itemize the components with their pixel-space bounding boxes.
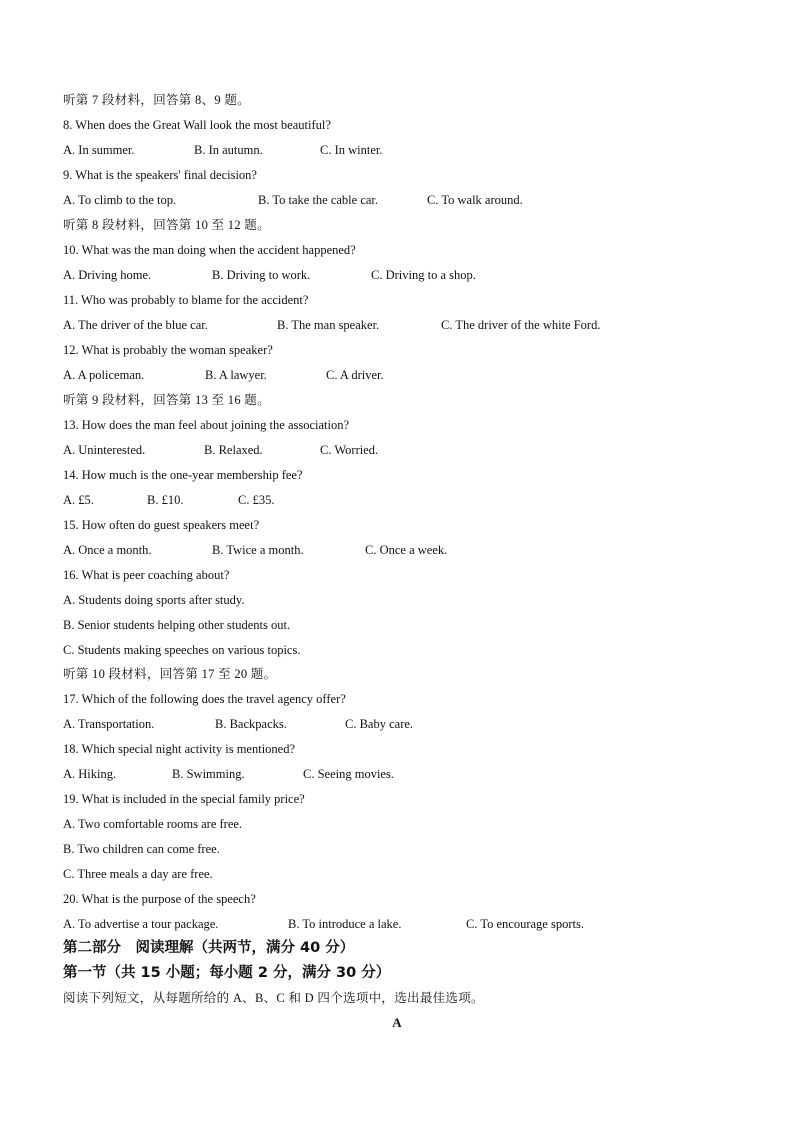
- option-b: B. To introduce a lake.: [288, 917, 402, 931]
- option-a: A. £5.: [63, 493, 94, 507]
- question-stem: 15. How often do guest speakers meet?: [63, 518, 260, 532]
- option-a: A. To advertise a tour package.: [63, 917, 219, 931]
- option-c: C. To encourage sports.: [466, 917, 584, 931]
- question-stem: 12. What is probably the woman speaker?: [63, 343, 273, 357]
- question-stem: 20. What is the purpose of the speech?: [63, 892, 256, 906]
- option-c: C. The driver of the white Ford.: [441, 318, 601, 332]
- option-b: B. Two children can come free.: [63, 842, 220, 856]
- question-stem: 13. How does the man feel about joining the association?: [63, 418, 350, 432]
- option-a: A. Two comfortable rooms are free.: [63, 817, 243, 831]
- option-b: B. Backpacks.: [215, 717, 287, 731]
- option-b: B. In autumn.: [194, 143, 263, 157]
- option-a: A. A policeman.: [63, 368, 145, 382]
- instruction-text: 阅读下列短文，从每题所给的 A、B、C 和 D 四个选项中，选出最佳选项。: [63, 991, 484, 1005]
- section-title: 第一节（共 15 小题；每小题 2 分，满分 30 分）: [63, 965, 391, 981]
- question-stem: 17. Which of the following does the travel agency offer?: [63, 692, 346, 706]
- option-c: C. Worried.: [320, 443, 379, 457]
- option-c: C. A driver.: [326, 368, 384, 382]
- passage-label: A: [392, 1015, 402, 1030]
- question-stem: 18. Which special night activity is mentioned?: [63, 742, 296, 756]
- option-c: C. Baby care.: [345, 717, 414, 731]
- option-b: B. Swimming.: [172, 767, 245, 781]
- option-c: C. Once a week.: [365, 543, 448, 557]
- option-a: A. In summer.: [63, 143, 135, 157]
- option-b: B. Senior students helping other students out.: [63, 618, 291, 632]
- question-stem: 11. Who was probably to blame for the accident?: [63, 293, 309, 307]
- option-b: B. Relaxed.: [204, 443, 263, 457]
- question-stem: 9. What is the speakers' final decision?: [63, 168, 257, 182]
- question-stem: 19. What is included in the special family price?: [63, 792, 305, 806]
- option-a: A. Driving home.: [63, 268, 152, 282]
- option-a: A. Uninterested.: [63, 443, 146, 457]
- option-b: B. Driving to work.: [212, 268, 311, 282]
- option-c: C. Seeing movies.: [303, 767, 394, 781]
- option-b: B. To take the cable car.: [258, 193, 379, 207]
- option-a: A. To climb to the top.: [63, 193, 177, 207]
- option-a: A. Students doing sports after study.: [63, 593, 245, 607]
- section-header: 听第 7 段材料，回答第 8、9 题。: [63, 93, 250, 107]
- option-a: A. Transportation.: [63, 717, 155, 731]
- option-b: B. Twice a month.: [212, 543, 304, 557]
- question-stem: 14. How much is the one-year membership fee?: [63, 468, 303, 482]
- question-stem: 10. What was the man doing when the accident happened?: [63, 243, 356, 257]
- section-header: 听第 9 段材料，回答第 13 至 16 题。: [63, 393, 270, 407]
- option-a: A. The driver of the blue car.: [63, 318, 208, 332]
- section-header: 听第 8 段材料，回答第 10 至 12 题。: [63, 218, 270, 232]
- part-title: 第二部分 阅读理解（共两节，满分 40 分）: [63, 940, 355, 956]
- option-c: C. In winter.: [320, 143, 383, 157]
- option-c: C. Three meals a day are free.: [63, 867, 213, 881]
- option-c: C. Driving to a shop.: [371, 268, 476, 282]
- option-a: A. Hiking.: [63, 767, 117, 781]
- option-b: B. £10.: [147, 493, 184, 507]
- question-stem: 8. When does the Great Wall look the most beautiful?: [63, 118, 331, 132]
- option-a: A. Once a month.: [63, 543, 152, 557]
- option-b: B. A lawyer.: [205, 368, 267, 382]
- option-c: C. Students making speeches on various topics.: [63, 643, 301, 657]
- option-c: C. £35.: [238, 493, 275, 507]
- option-b: B. The man speaker.: [277, 318, 380, 332]
- option-c: C. To walk around.: [427, 193, 523, 207]
- section-header: 听第 10 段材料，回答第 17 至 20 题。: [63, 667, 277, 681]
- question-stem: 16. What is peer coaching about?: [63, 568, 230, 582]
